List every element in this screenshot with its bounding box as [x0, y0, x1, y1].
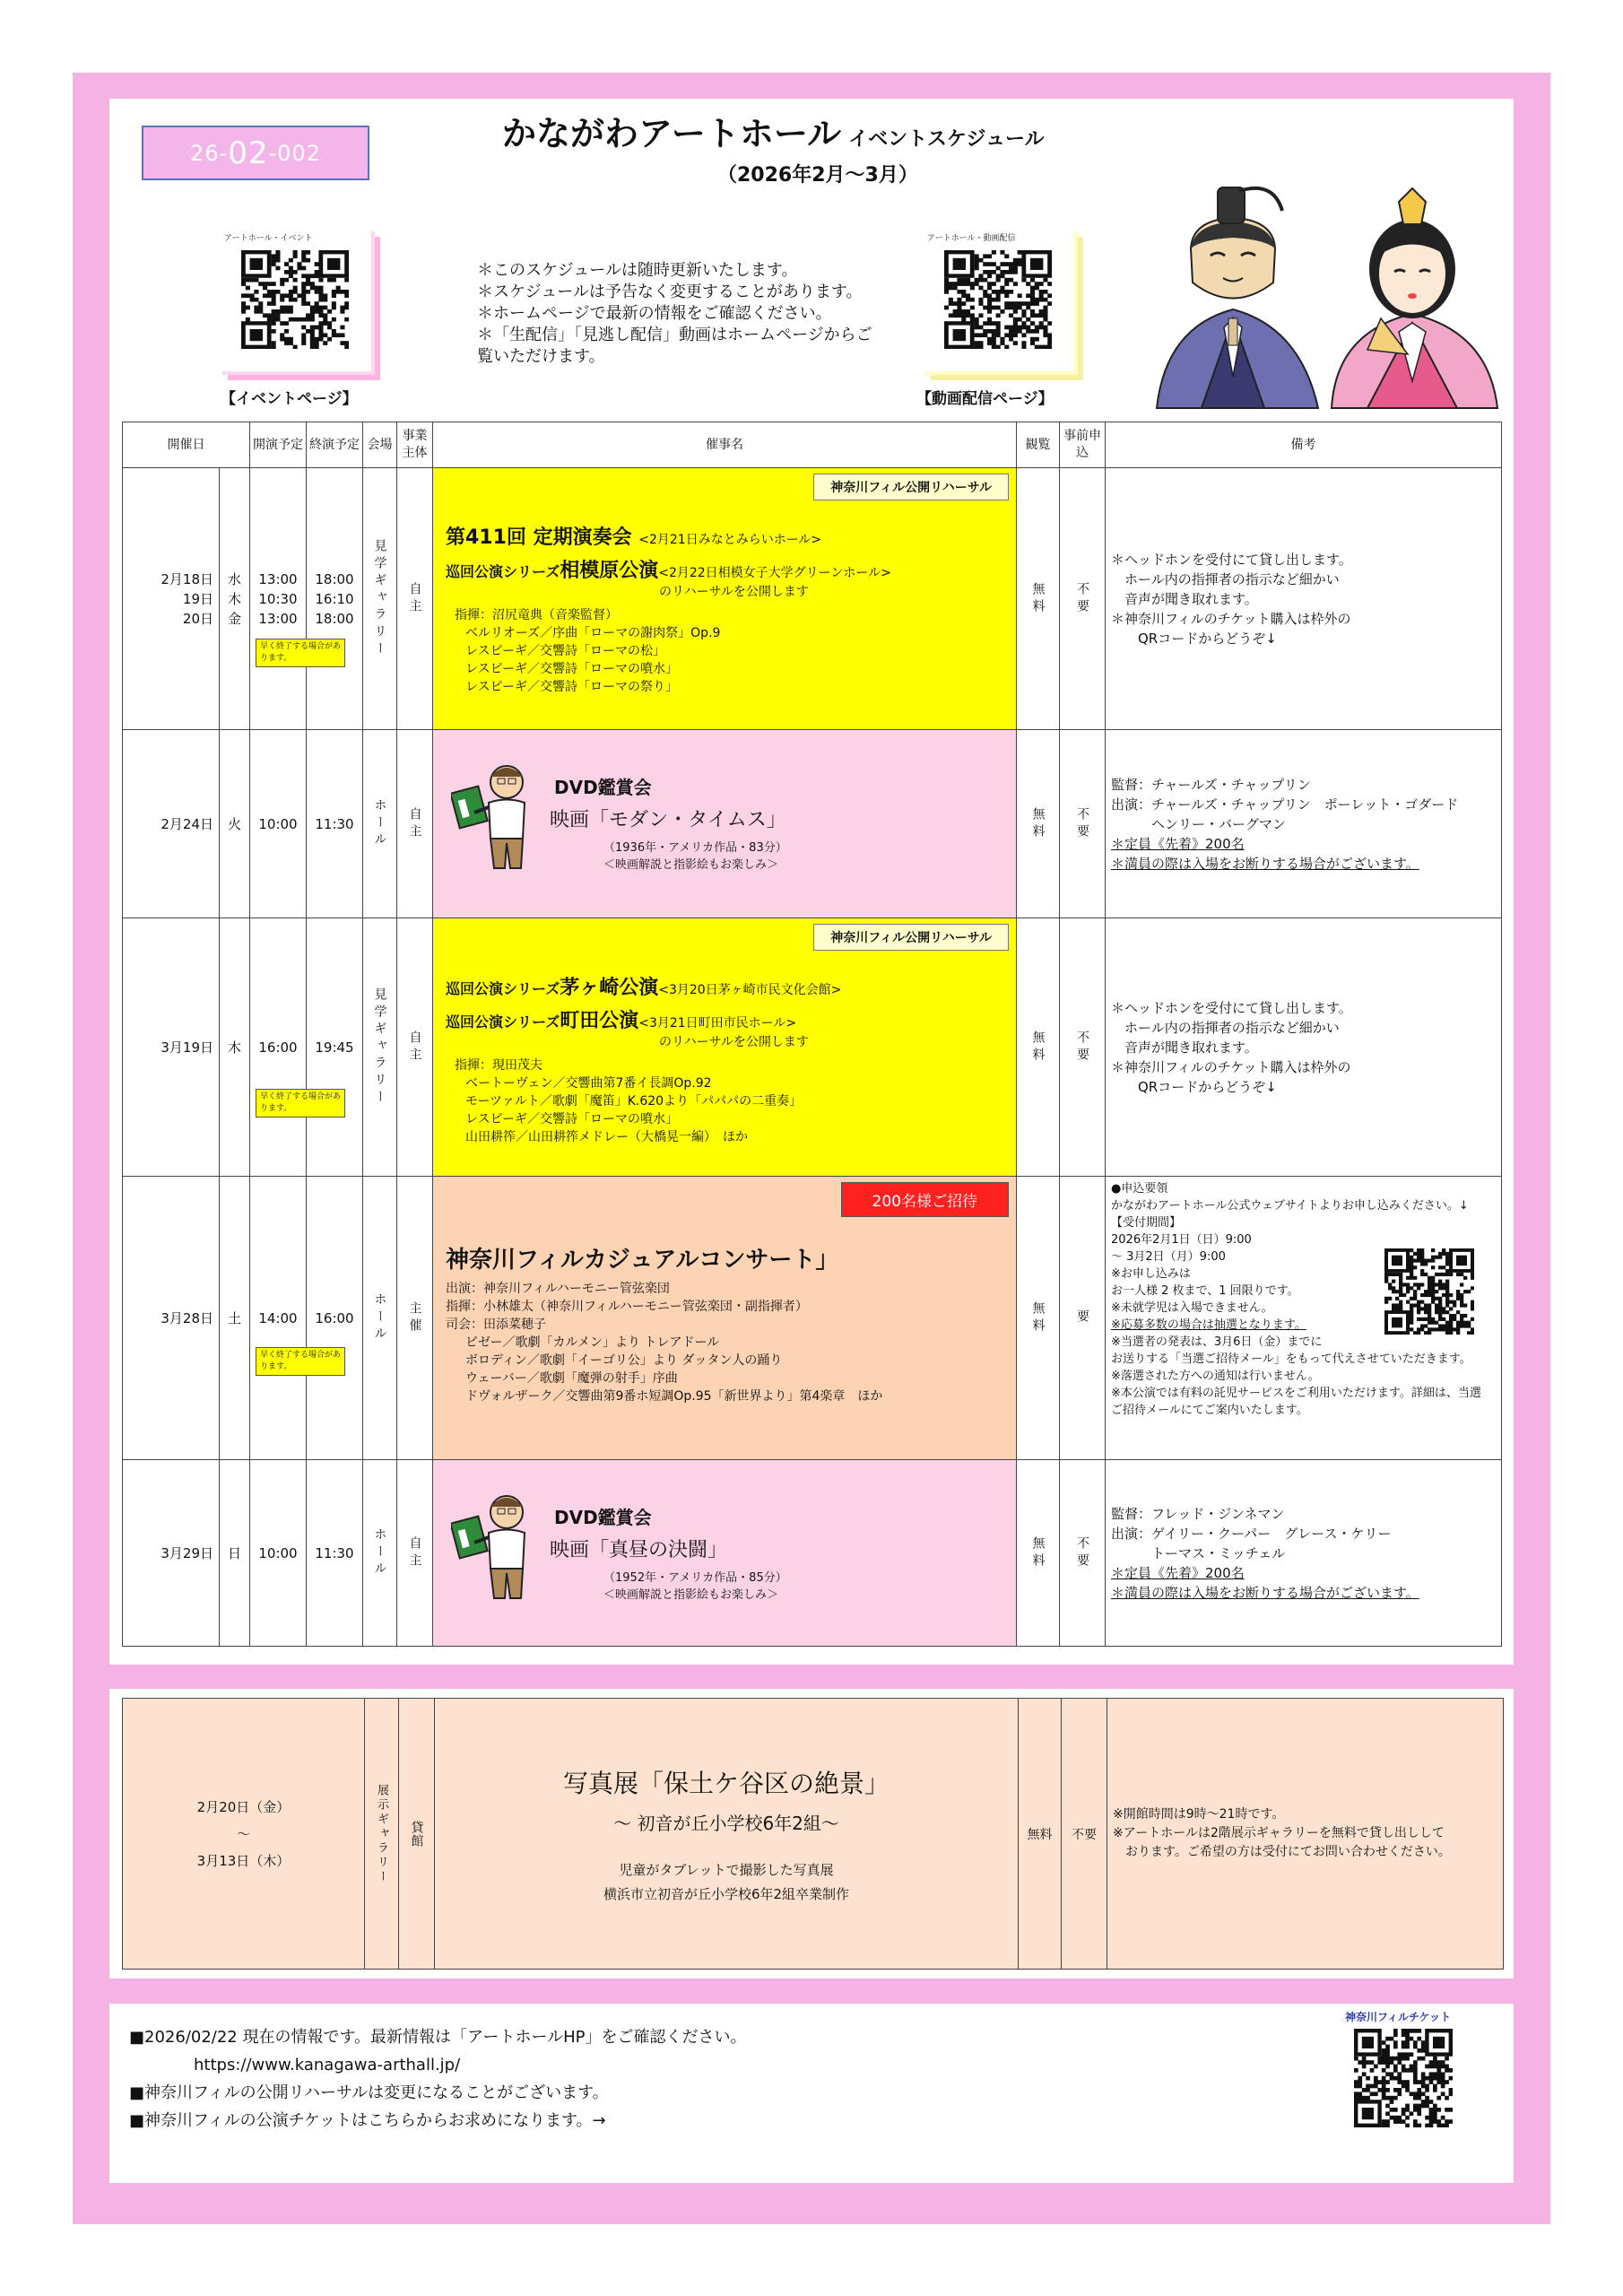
exhibit-table	[122, 1698, 1504, 1970]
row-org: 自主	[397, 1460, 433, 1647]
exhibit-org: 貸館	[399, 1699, 435, 1970]
row-apply: 不要	[1060, 468, 1106, 730]
row-day: 土	[220, 1177, 250, 1460]
event-qr-code[interactable]: アートホール・イベント	[219, 228, 371, 371]
row-venue: ホール	[363, 730, 397, 918]
row-watch: 無料	[1017, 1460, 1060, 1647]
event-cell: 神奈川フィル公開リハーサル 巡回公演シリーズ茅ヶ崎公演<3月20日茅ヶ崎市民文化会館> 巡回公演シリーズ町田公演<3月21日町田市民ホール> のリハーサルを公開します 指揮：現田茂夫 ベートーヴェン／交響曲第7番イ長調Op.92 モーツァルト／歌劇「魔笛」K.620より「パパパの二重奏」 レスピーギ／交響詩「ローマの噴水」 山田耕筰／山田耕筰メドレー（大橋晃一編） ほか	[433, 918, 1017, 1177]
header-venue: 会場	[363, 422, 397, 468]
row-start: 10:00	[250, 730, 307, 918]
footer-line: ■神奈川フィルの公演チケットはこちらからお求めになります。→	[129, 2111, 606, 2130]
row-day: 火	[220, 730, 250, 918]
row-end: 19:45	[307, 918, 363, 1177]
row-org: 自主	[397, 918, 433, 1177]
row-date: 3月28日	[123, 1177, 220, 1460]
concert-title: 神奈川フィルカジュアルコンサート」	[446, 1247, 839, 1274]
row-start: 16:00 早く終了する場合があります。	[250, 918, 307, 1177]
header-event: 催事名	[433, 422, 1017, 468]
invitation-badge: 200名様ご招待	[841, 1182, 1009, 1217]
event-cell: 200名様ご招待 神奈川フィルカジュアルコンサート」 出演：神奈川フィルハーモニー管弦楽団 指揮：小林雄太（神奈川フィルハーモニー管弦楽団・副指揮者） 司会：田添菜穂子 ビゼー／歌劇「カルメン」より トレアドール ボロディン／歌劇「イーゴリ公」より ダッタン人の踊り ウェーバー／歌劇「魔弾の射手」序曲 ドヴォルザーク／交響曲第9番ホ短調Op.95「新世界より」第4楽章 ほか	[433, 1177, 1017, 1460]
header-start: 開演予定	[250, 422, 307, 468]
footer-info	[129, 2023, 747, 2135]
schedule-notes	[477, 260, 872, 368]
row-date: 2月24日	[123, 730, 220, 918]
row-remarks: ＊ヘッドホンを受付にて貸し出します。 ホール内の指揮者の指示など細かい 音声が聞き取れます。 ＊神奈川フィルのチケット購入は枠外の QRコードからどうぞ↓	[1106, 918, 1502, 1177]
table-row	[123, 918, 1502, 1177]
exhibit-remarks: ※開館時間は9時～21時です。 ※アートホールは2階展示ギャラリーを無料で貸し出しして おります。ご希望の方は受付にてお問い合わせください。	[1107, 1699, 1504, 1970]
row-org: 自主	[397, 730, 433, 918]
row-venue: 見学ギャラリー	[363, 918, 397, 1177]
row-apply: 不要	[1060, 730, 1106, 918]
row-venue: ホール	[363, 1460, 397, 1647]
note-line: ＊ホームページで最新の情報をご確認ください。	[477, 304, 832, 323]
presenter-illustration	[451, 1483, 541, 1600]
exhibit-dates: 2月20日（金） ～ 3月13日（木）	[123, 1699, 365, 1970]
qr-pattern-icon	[944, 250, 1052, 349]
row-start: 14:00 早く終了する場合があります。	[250, 1177, 307, 1460]
row-day: 日	[220, 1460, 250, 1647]
early-finish-note: 早く終了する場合があります。	[256, 639, 345, 667]
early-finish-note: 早く終了する場合があります。	[256, 1089, 345, 1118]
row-watch: 無料	[1017, 730, 1060, 918]
row-remarks: 監督：チャールズ・チャップリン 出演：チャールズ・チャップリン ポーレット・ゴダード ヘンリー・バーグマン ＊定員《先着》200名 ＊満員の際は入場をお断りする場合がございます。	[1106, 730, 1502, 918]
event-cell: DVD鑑賞会 映画「モダン・タイムス」 （1936年・アメリカ作品・83分） ＜映画解説と指影絵もお楽しみ＞	[433, 730, 1017, 918]
row-apply: 不要	[1060, 918, 1106, 1177]
row-start: 13:00 10:30 13:00 早く終了する場合があります。	[250, 468, 307, 730]
row-org: 自主	[397, 468, 433, 730]
note-line: ＊スケジュールは予告なく変更することがあります。	[477, 283, 863, 301]
hina-dolls-illustration	[1139, 184, 1506, 417]
row-date: 3月19日	[123, 918, 220, 1177]
exhibit-watch: 無料	[1019, 1699, 1062, 1970]
table-row	[123, 1177, 1502, 1460]
header-remarks: 備考	[1106, 422, 1502, 468]
qr-pattern-icon[interactable]	[1384, 1248, 1474, 1335]
table-row	[123, 730, 1502, 918]
header-org: 事業主体	[397, 422, 433, 468]
row-end: 18:00 16:10 18:00	[307, 468, 363, 730]
row-end: 11:30	[307, 730, 363, 918]
note-line: 覧いただけます。	[477, 347, 605, 366]
exhibit-apply: 不要	[1062, 1699, 1107, 1970]
row-start: 10:00	[250, 1460, 307, 1647]
row-remarks: ＊ヘッドホンを受付にて貸し出します。 ホール内の指揮者の指示など細かい 音声が聞き取れます。 ＊神奈川フィルのチケット購入は枠外の QRコードからどうぞ↓	[1106, 468, 1502, 730]
row-end: 16:00	[307, 1177, 363, 1460]
row-apply: 不要	[1060, 1460, 1106, 1647]
event-cell: DVD鑑賞会 映画「真昼の決闘」 （1952年・アメリカ作品・85分） ＜映画解説と指影絵もお楽しみ＞	[433, 1460, 1017, 1647]
video-qr-label: 【動画配信ページ】	[916, 390, 1054, 408]
qr-pattern-icon	[241, 250, 349, 349]
footer-line: ■神奈川フィルの公開リハーサルは変更になることがございます。	[129, 2083, 609, 2102]
row-end: 11:30	[307, 1460, 363, 1647]
row-apply: 要	[1060, 1177, 1106, 1460]
row-date: 2月18日 19日 20日	[123, 468, 220, 730]
event-qr-label: 【イベントページ】	[221, 390, 358, 408]
early-finish-note: 早く終了する場合があります。	[256, 1347, 345, 1376]
note-line: ＊「生配信」「見逃し配信」動画はホームページからご	[477, 326, 872, 344]
footer-line: ■2026/02/22 現在の情報です。最新情報は「アートホールHP」をご確認ください。	[129, 2028, 747, 2047]
schedule-period: （2026年2月～3月）	[717, 164, 918, 187]
table-row	[123, 1460, 1502, 1647]
header-watch: 観覧	[1017, 422, 1060, 468]
row-day: 木	[220, 918, 250, 1177]
row-remarks: 監督：フレッド・ジンネマン 出演：ゲイリー・クーパー グレース・ケリー トーマス・ミッチェル ＊定員《先着》200名 ＊満員の際は入場をお断りする場合がございます。	[1106, 1460, 1502, 1647]
table-row	[123, 468, 1502, 730]
exhibit-venue: 展示ギャラリー	[365, 1699, 399, 1970]
rehearsal-badge: 神奈川フィル公開リハーサル	[813, 474, 1009, 500]
row-watch: 無料	[1017, 918, 1060, 1177]
page-title: かながわアートホール イベントスケジュール	[502, 114, 1045, 153]
ticket-qr-code[interactable]	[1327, 2009, 1480, 2170]
header-apply: 事前申込	[1060, 422, 1106, 468]
header-end: 終演予定	[307, 422, 363, 468]
exhibit-event: 写真展「保土ケ谷区の絶景」 ～ 初音が丘小学校6年2組～ 児童がタブレットで撮影した写真展 横浜市立初音が丘小学校6年2組卒業制作	[435, 1699, 1019, 1970]
header-date: 開催日	[123, 422, 250, 468]
document-id: 26- 02 -002	[142, 126, 369, 180]
schedule-table	[122, 422, 1502, 1647]
exhibit-row	[123, 1699, 1504, 1970]
qr-pattern-icon	[1354, 2029, 1453, 2127]
row-org: 主催	[397, 1177, 433, 1460]
event-cell: 神奈川フィル公開リハーサル 第411回 定期演奏会 <2月21日みなとみらいホール> 巡回公演シリーズ相模原公演<2月22日相模女子大学グリーンホール> のリハーサルを公開します 指揮：沼尻竜典（音楽監督） ベルリオーズ／序曲「ローマの謝肉祭」Op.9 レスピーギ／交響詩「ローマの松」 レスピーギ／交響詩「ローマの噴水」 レスピーギ／交響詩「ローマの祭り」	[433, 468, 1017, 730]
homepage-link[interactable]: https://www.kanagawa-arthall.jp/	[129, 2056, 461, 2074]
table-header-row	[123, 422, 1502, 468]
row-watch: 無料	[1017, 1177, 1060, 1460]
video-qr-code[interactable]: アートホール・動画配信	[922, 228, 1074, 371]
presenter-illustration	[451, 753, 541, 870]
row-watch: 無料	[1017, 468, 1060, 730]
row-date: 3月29日	[123, 1460, 220, 1647]
row-venue: ホール	[363, 1177, 397, 1460]
note-line: ＊このスケジュールは随時更新いたします。	[477, 261, 798, 280]
rehearsal-badge: 神奈川フィル公開リハーサル	[813, 924, 1009, 951]
row-venue: 見学ギャラリー	[363, 468, 397, 730]
row-remarks: ●申込要領 かながわアートホール公式ウェブサイトよりお申し込みください。↓ 【受付期間】 2026年2月1日（日）9:00 ～ 3月2日（月）9:00 ※お申し込みは お一人様 2 枚まで、1 回限りです。 ※未就学児は入場できません。 ※応募多数の場合は抽選となります。 ※当選者の発表は、3月6日（金）までに お送りする「当選ご招待メール」をもって代えさせていただきます。 ※落選された方への通知は行いません。 ※本公演では有料の託児サービスをご利用いただけます。詳細は、当選 ご招待メールにてご案内いたします。	[1106, 1177, 1502, 1460]
ticket-qr-caption: 神奈川フィルチケット	[1345, 2011, 1451, 2023]
row-day: 水 木 金	[220, 468, 250, 730]
